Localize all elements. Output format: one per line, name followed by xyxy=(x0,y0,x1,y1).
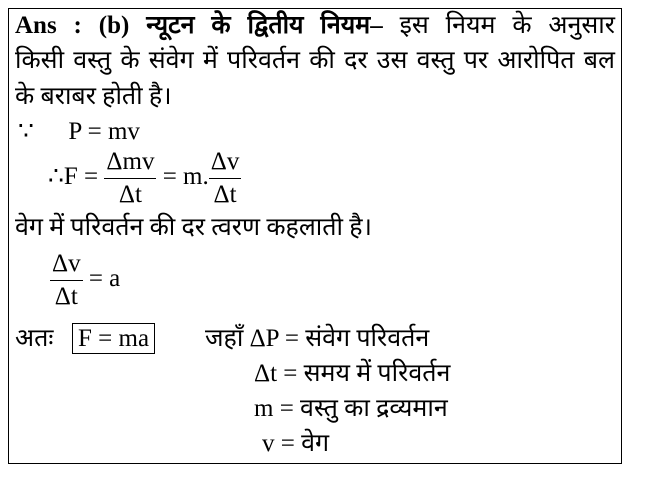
because-line xyxy=(18,116,140,148)
where-line xyxy=(205,323,429,355)
where-label: जहाँ xyxy=(205,325,244,352)
force-mid: = m. xyxy=(162,163,209,191)
definition-time: Δt = समय में परिवर्तन xyxy=(254,360,451,387)
fraction-denominator: Δt xyxy=(213,181,237,208)
fraction-numerator: Δv xyxy=(50,250,83,281)
definition-momentum: ΔP = संवेग परिवर्तन xyxy=(249,325,430,352)
fraction-dv-dt xyxy=(209,148,242,209)
fraction-numerator: Δv xyxy=(209,148,242,179)
answer-line-3: के बराबर होती है। xyxy=(15,83,172,110)
force-equation xyxy=(48,148,241,209)
force-lead: ∴F = xyxy=(48,163,99,191)
momentum-equation: P = mv xyxy=(68,118,140,145)
fraction-numerator: Δmv xyxy=(104,148,156,179)
boxed-result xyxy=(72,323,155,355)
answer-prefix: Ans : (b) xyxy=(15,12,130,39)
fraction-denominator: Δt xyxy=(118,181,142,208)
fraction-denominator: Δt xyxy=(54,283,78,310)
boxed-formula: F = ma xyxy=(72,323,155,354)
acceleration-rhs: = a xyxy=(88,265,121,293)
atah-label: अतः xyxy=(15,325,54,352)
law-title: न्यूटन के द्वितीय नियम– xyxy=(146,12,383,39)
fraction-dv-dt xyxy=(50,250,83,311)
definition-mass: m = वस्तु का द्रव्यमान xyxy=(254,395,448,422)
acceleration-definition: वेग में परिवर्तन की दर त्वरण कहलाती है। xyxy=(15,214,372,241)
fraction-dmv-dt xyxy=(104,148,156,209)
answer-line-1-rest: इस नियम के अनुसार xyxy=(399,12,615,39)
answer-line-1 xyxy=(15,10,615,42)
answer-line-2: किसी वस्तु के संवेग में परिवर्तन की दर उस वस्तु पर आरोपित बल xyxy=(15,47,615,74)
because-symbol: ∵ xyxy=(18,118,34,145)
definition-velocity: v = वेग xyxy=(262,430,330,457)
acceleration-equation xyxy=(50,250,120,311)
